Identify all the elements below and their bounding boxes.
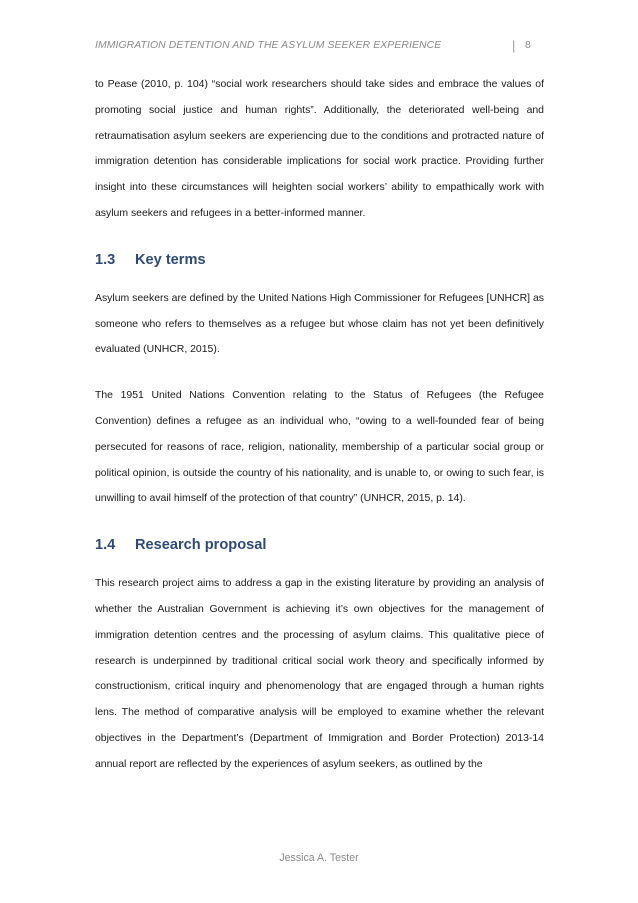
paragraph-refugee-definition: The 1951 United Nations Convention relating to the Status of Refugees (the Refugee Convention) defines a refugee as an individual who, “owing to a well-founded fear of being persecuted for reasons of race, religion, nationality, membership of a particular social group or political opinion, is outside the country of his nationality, and is unable to, or owing to such fear, is unwilling to avail himself of the protection of that country” (UNHCR, 2015, p. 14). (95, 390, 544, 505)
section-number: 1.4 (95, 537, 116, 554)
header-title: IMMIGRATION DETENTION AND THE ASYLUM SEEKER EXPERIENCE (95, 40, 442, 51)
running-header (95, 40, 545, 56)
section-title: Research proposal (135, 537, 267, 554)
section-heading-research-proposal (95, 535, 544, 555)
intro-paragraph: to Pease (2010, p. 104) “social work researchers should take sides and embrace the values of promoting social justice and human rights”. Additionally, the deteriorated well-being and retraumatisation asylum seekers are experiencing due to the conditions and protracted nature of immigration detention has considerable implications for social work practice. Providing further insight into these circumstances will heighten social workers’ ability to empathically work with asylum seekers and refugees in a better-informed manner. (95, 79, 544, 219)
footer-author: Jessica A. Tester (279, 852, 359, 864)
section-number: 1.3 (95, 251, 116, 268)
paragraph-asylum-seekers-definition: Asylum seekers are defined by the United Nations High Commissioner for Refugees [UNHCR] as someone who refers to themselves as a refugee but whose claim has not yet been definitively evaluated (UNHCR, 2015). (95, 292, 544, 356)
page-body (95, 72, 544, 778)
paragraph-research-proposal: This research project aims to address a gap in the existing literature by providing an analysis of whether the Australian Government is achieving it’s own objectives for the management of immigration detention centres and the processing of asylum claims. This qualitative piece of research is underpinned by traditional critical social work theory and specifically informed by constructionism, critical inquiry and phenomenology that are engaged through a human rights lens. The method of comparative analysis will be employed to examine whether the relevant objectives in the Department’s (Department of Immigration and Border Protection) 2013-14 annual report are reflected by the experiences of asylum seekers, as outlined by the (95, 578, 544, 770)
section-title: Key terms (135, 251, 206, 268)
header-separator: | (512, 38, 516, 53)
page-number: 8 (525, 40, 531, 51)
section-heading-key-terms (95, 250, 544, 270)
